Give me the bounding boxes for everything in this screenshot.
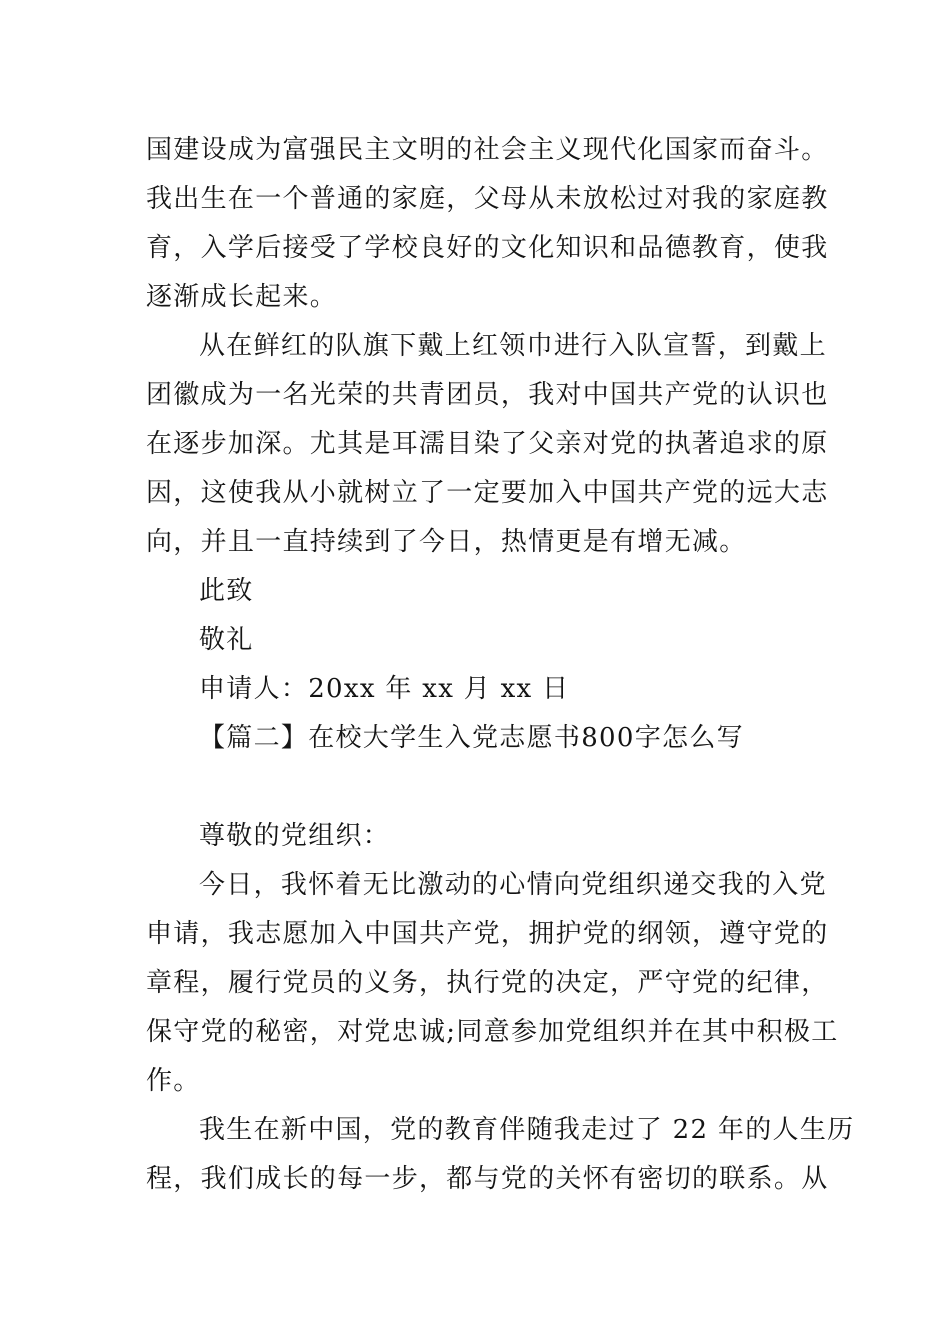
text-line: 逐渐成长起来。: [146, 282, 338, 312]
text-line: 作。: [146, 1066, 201, 1096]
text-line: 我出生在一个普通的家庭，父母从未放松过对我的家庭教: [146, 184, 829, 214]
text-line: 国建设成为富强民主文明的社会主义现代化国家而奋斗。: [146, 135, 829, 165]
closing-regards: 敬礼: [199, 625, 254, 655]
text-line: 因，这使我从小就树立了一定要加入中国共产党的远大志: [146, 478, 829, 508]
greeting-line: 尊敬的党组织：: [199, 821, 391, 851]
text-line: 申请，我志愿加入中国共产党，拥护党的纲领，遵守党的: [146, 919, 829, 949]
text-line: 程，我们成长的每一步，都与党的关怀有密切的联系。从: [146, 1164, 829, 1194]
paragraph-start-line: 我生在新中国，党的教育伴随我走过了 22 年的人生历: [199, 1115, 855, 1145]
text-line: 章程，履行党员的义务，执行党的决定，严守党的纪律，: [146, 968, 829, 998]
section-heading: 【篇二】在校大学生入党志愿书800字怎么写: [199, 723, 744, 753]
text-line: 在逐步加深。尤其是耳濡目染了父亲对党的执著追求的原: [146, 429, 829, 459]
text-line: 向，并且一直持续到了今日，热情更是有增无减。: [146, 527, 747, 557]
text-line: 育，入学后接受了学校良好的文化知识和品德教育，使我: [146, 233, 829, 263]
text-line: 团徽成为一名光荣的共青团员，我对中国共产党的认识也: [146, 380, 829, 410]
paragraph-start-line: 从在鲜红的队旗下戴上红领巾进行入队宣誓，到戴上: [199, 331, 827, 361]
document-body: [146, 126, 855, 1204]
closing-salutation: 此致: [199, 576, 254, 606]
blank-gap: [146, 763, 816, 812]
paragraph-start-line: 今日，我怀着无比激动的心情向党组织递交我的入党: [199, 870, 827, 900]
text-line: 保守党的秘密，对党忠诚;同意参加党组织并在其中积极工: [146, 1017, 839, 1047]
applicant-date-line: 申请人：20xx 年 xx 月 xx 日: [199, 674, 570, 704]
